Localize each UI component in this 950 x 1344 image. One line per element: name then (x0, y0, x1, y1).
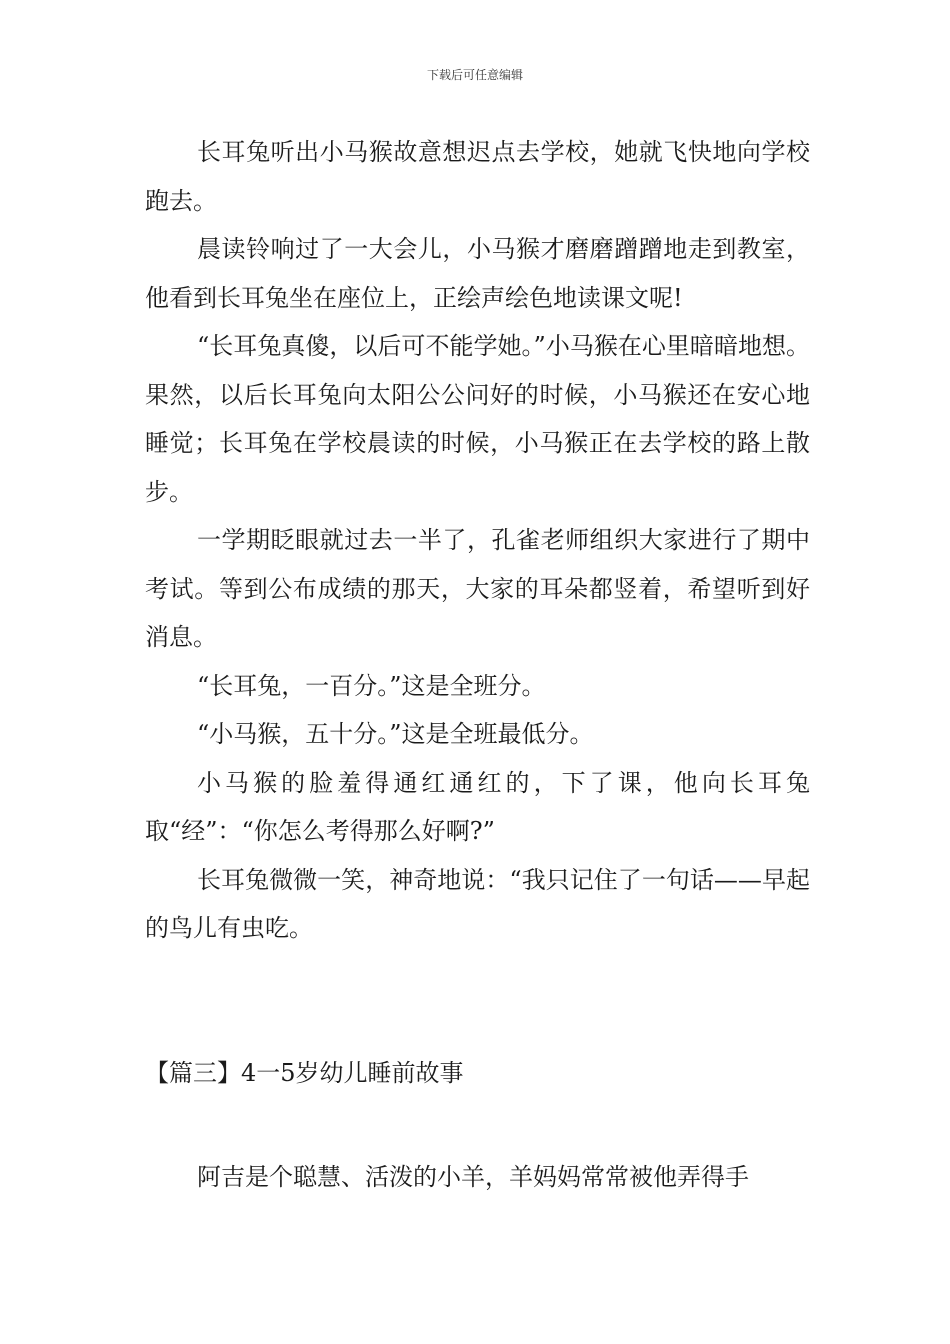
paragraph-1: 长耳兔听出小马猴故意想迟点去学校，她就飞快地向学校跑去。 (145, 138, 810, 215)
paragraph-6: “小马猴，五十分。”这是全班最低分。 (197, 720, 594, 748)
paragraph-3: “长耳兔真傻，以后可不能学她。”小马猴在心里暗暗地想。果然，以后长耳兔向太阳公公问好的时候，小马猴还在安心地睡觉；长耳兔在学校晨读的时候，小马猴正在去学校的路上散步。 (145, 332, 810, 506)
paragraph-2: 晨读铃响过了一大会儿，小马猴才磨磨蹭蹭地走到教室，他看到长耳兔坐在座位上，正绘声绘色地读课文呢! (145, 235, 810, 312)
section-first-paragraph: 阿吉是个聪慧、活泼的小羊，羊妈妈常常被他弄得手 (197, 1162, 749, 1191)
paragraph-7: 小马猴的脸羞得通红通红的，下了课，他向长耳兔取“经”：“你怎么考得那么好啊?” (145, 768, 810, 845)
page-header-note: 下载后可任意编辑 (426, 68, 523, 82)
paragraph-4: 一学期眨眼就过去一半了，孔雀老师组织大家进行了期中考试。等到公布成绩的那天，大家的耳朵都竖着，希望听到好消息。 (145, 526, 810, 651)
document-body (145, 128, 810, 1201)
paragraph-5: “长耳兔，一百分。”这是全班分。 (197, 671, 546, 700)
section-heading: 【篇三】4一5岁幼儿睡前故事 (145, 1058, 464, 1087)
paragraph-8: 长耳兔微微一笑，神奇地说：“我只记住了一句话——早起的鸟儿有虫吃。 (145, 865, 810, 942)
